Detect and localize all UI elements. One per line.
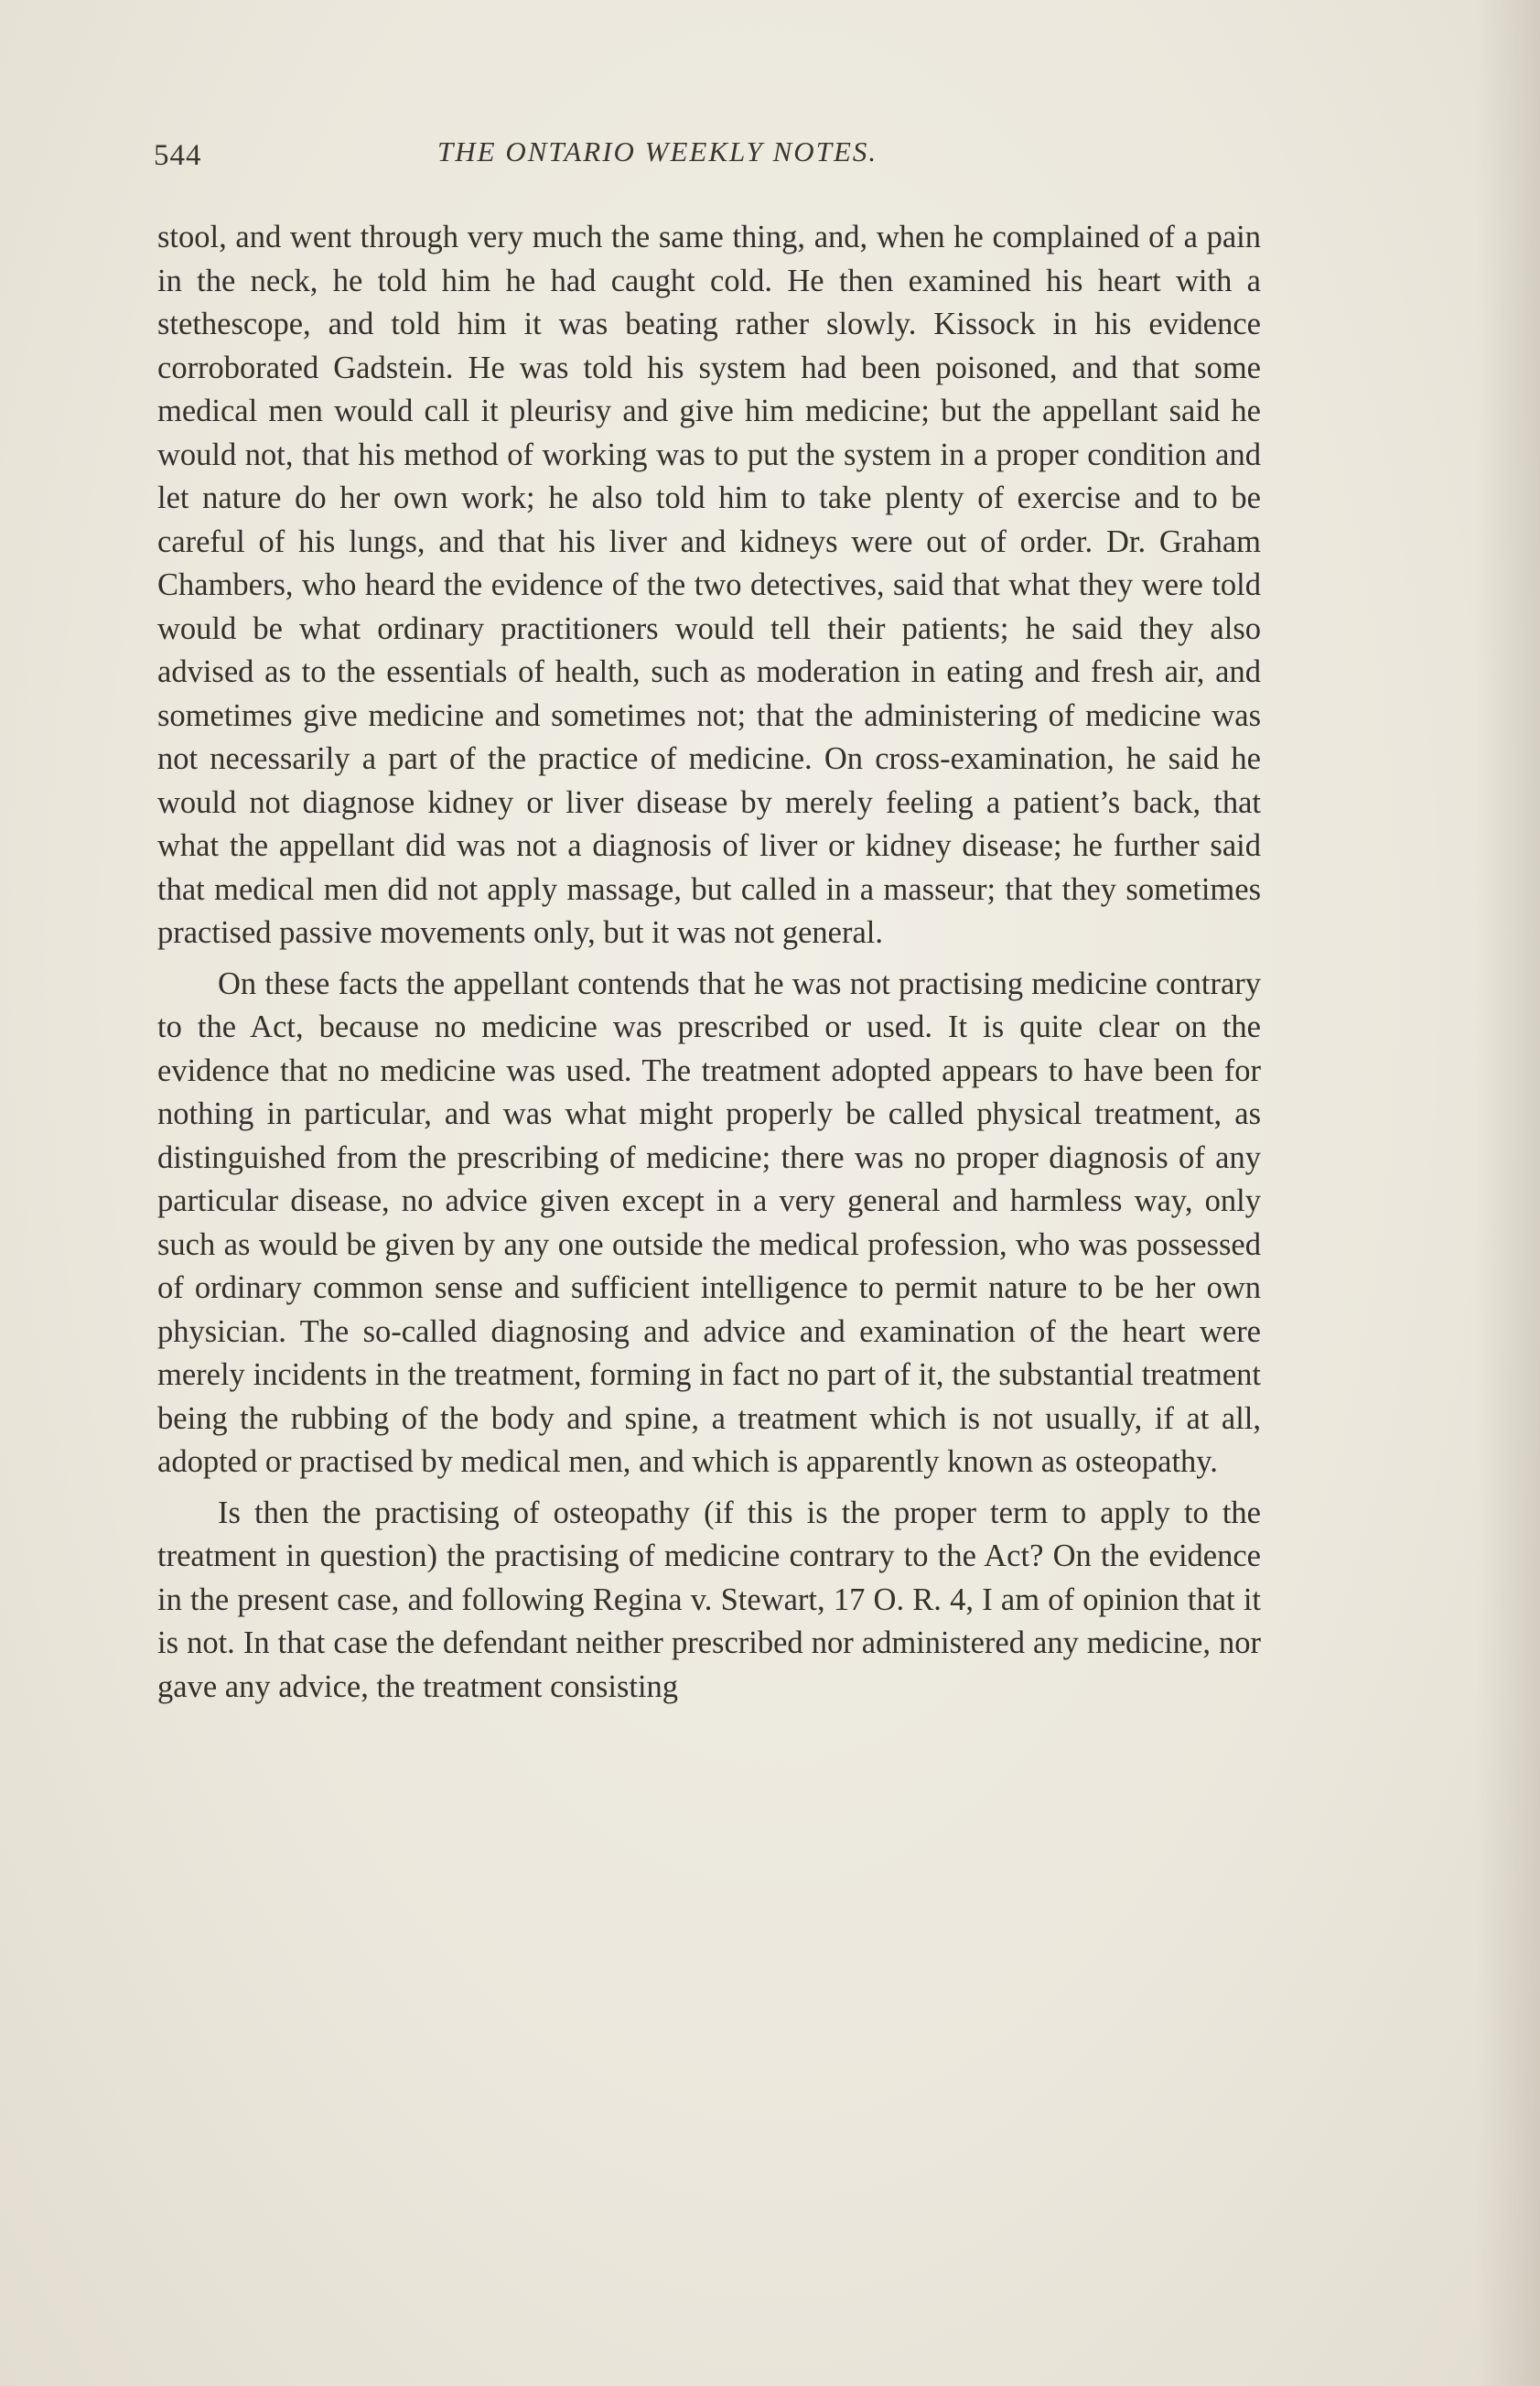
page-edge-shadow (1476, 0, 1540, 2386)
paragraph: stool, and went through very much the same thing, and, when he complained of a pain in the neck, he told him he had caught cold. He then examined his heart with a stethescope, and told him it was beating rather slowly. Kissock in his evidence corroborated Gadstein. He was told his system had been poisoned, and that some medical men would call it pleurisy and give him medicine; but the appellant said he would not, that his method of working was to put the system in a proper condition and let nature do her own work; he also told him to take plenty of exercise and to be careful of his lungs, and that his liver and kidneys were out of order. Dr. Graham Chambers, who heard the evidence of the two detectives, said that what they were told would be what ordinary practitioners would tell their patients; he said they also advised as to the essentials of health, such as moderation in eating and fresh air, and sometimes give medicine and sometimes not; that the administering of medicine was not necessarily a part of the practice of medicine. On cross-examination, he said he would not diagnose kidney or liver disease by merely feeling a patient’s back, that what the appellant did was not a diagnosis of liver or kidney disease; he further said that medical men did not apply massage, but called in a masseur; that they sometimes practised passive movements only, but it was not general. (157, 220, 1261, 950)
body-text (157, 216, 1261, 1716)
paragraph: Is then the practising of osteopathy (if this is the proper term to apply to the treatment in question) the practising of medicine contrary to the Act? On the evidence in the present case, and following Regina v. Stewart, 17 O. R. 4, I am of opinion that it is not. In that case the defendant neither prescribed nor administered any medicine, nor gave any advice, the treatment consisting (157, 1495, 1261, 1704)
page-number: 544 (154, 139, 202, 172)
paragraph: On these facts the appellant contends that he was not practising medicine contrary to the Act, because no medicine was prescribed or used. It is quite clear on the evidence that no medicine was used. The treatment adopted appears to have been for nothing in particular, and was what might properly be called physical treatment, as distinguished from the prescribing of medicine; there was no proper diagnosis of any particular disease, no advice given except in a very general and harmless way, only such as would be given by any one outside the medical profession, who was possessed of ordinary common sense and sufficient intelligence to permit nature to be her own physician. The so-called diagnosing and advice and examination of the heart were merely incidents in the treatment, forming in fact no part of it, the substantial treatment being the rubbing of the body and spine, a treatment which is not usually, if at all, adopted or practised by medical men, and which is apparently known as osteopathy. (157, 966, 1261, 1479)
running-title: THE ONTARIO WEEKLY NOTES. (437, 135, 878, 167)
page-header (154, 128, 1261, 183)
